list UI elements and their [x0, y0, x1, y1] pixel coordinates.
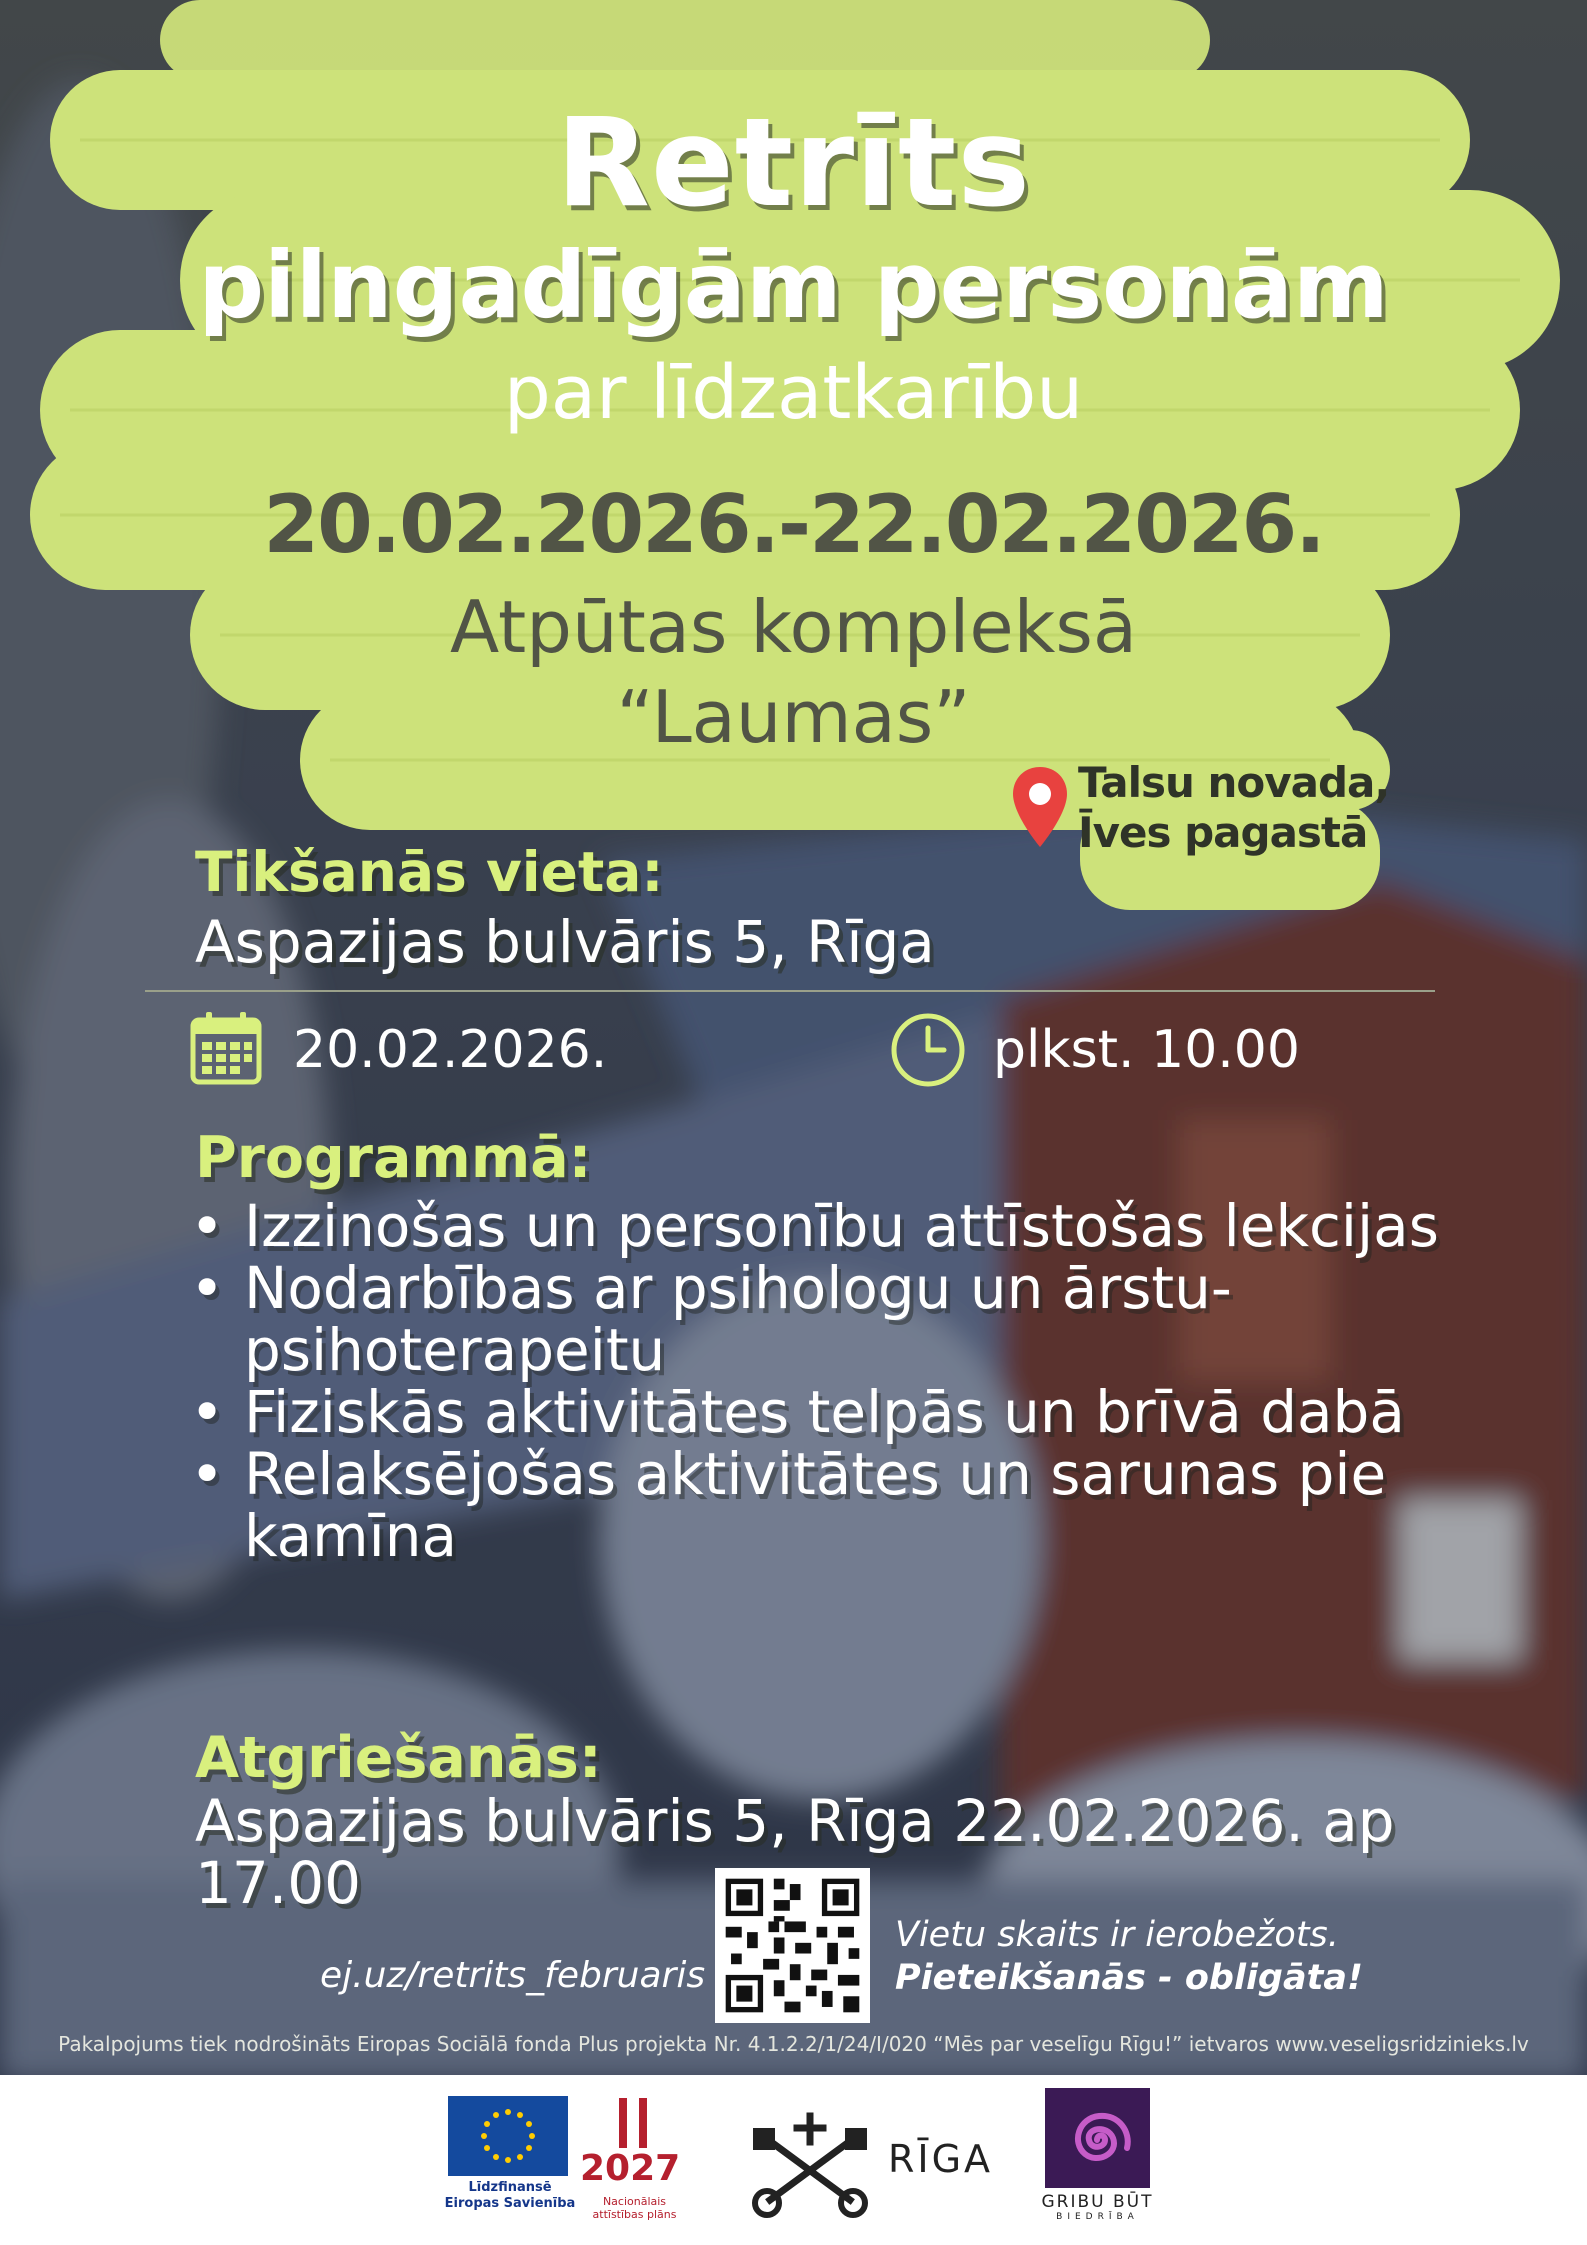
eu-caption	[440, 2180, 580, 2212]
program-heading: Programmā:	[195, 1125, 592, 1191]
location-pin-icon	[1010, 765, 1070, 850]
riga-logo-text: RĪGA	[888, 2137, 994, 2181]
limited-seats-note: Vietu skaits ir ierobežots.	[895, 1915, 1339, 1955]
eu-caption-line-1: Līdzfinansē	[468, 2180, 552, 2195]
npl-caption	[582, 2195, 687, 2221]
return-details: Aspazijas bulvāris 5, Rīga 22.02.2026. ap 17.00	[195, 1787, 1395, 1917]
meeting-time: plkst. 10.00	[993, 1020, 1300, 1080]
registration-link[interactable]: ej.uz/retrits_februaris	[320, 1955, 706, 1996]
riga-crossed-keys-icon	[745, 2108, 875, 2218]
clock-icon	[890, 1012, 966, 1088]
program-list	[190, 1192, 1440, 1570]
meeting-date: 20.02.2026.	[293, 1020, 608, 1080]
gribu-but-spiral-logo	[1045, 2088, 1150, 2188]
venue-line-1: Atpūtas kompleksā	[450, 585, 1137, 669]
gribu-but-caption: GRIBU BŪT	[1041, 2192, 1154, 2212]
eu-caption-line-2: Eiropas Savienība	[444, 2196, 576, 2211]
npl-year: 2027	[580, 2148, 681, 2189]
location-line-1: Talsu novada,	[1078, 758, 1390, 807]
program-item: • Fiziskās aktivitātes telpās un brīvā dabā	[190, 1381, 1440, 1443]
event-dates: 20.02.2026.-22.02.2026.	[263, 478, 1324, 571]
npl-caption-line-1: Nacionālais	[602, 2195, 667, 2208]
title-topic: par līdzatkarību	[503, 350, 1084, 436]
return-heading: Atgriešanās:	[195, 1725, 602, 1791]
meeting-address: Aspazijas bulvāris 5, Rīga	[195, 908, 935, 976]
registration-required-note: Pieteikšanās - obligāta!	[895, 1958, 1363, 1998]
npl-bars-icon	[615, 2098, 651, 2148]
qr-code[interactable]	[715, 1868, 870, 2023]
gribu-but-subcaption: BIEDRĪBA	[1056, 2212, 1139, 2222]
calendar-icon	[190, 1010, 262, 1086]
funding-text: Pakalpojums tiek nodrošināts Eiropas Sociālā fonda Plus projekta Nr. 4.1.2.2/1/24/I/020 “Mēs par veselīgu Rīgu!” ietvaros www.veseligsridzinieks.lv	[58, 2032, 1529, 2056]
divider	[145, 990, 1435, 992]
npl-caption-line-2: attīstības plāns	[592, 2208, 677, 2221]
program-item: • Nodarbības ar psihologu un ārstu-psihoterapeitu	[190, 1257, 1440, 1381]
program-item: • Relaksējošas aktivitātes un sarunas pie kamīna	[190, 1443, 1440, 1567]
eu-flag-logo	[448, 2096, 568, 2176]
venue-line-2: “Laumas”	[616, 675, 971, 759]
program-item: • Izzinošas un personību attīstošas lekcijas	[190, 1195, 1440, 1257]
meeting-heading: Tikšanās vieta:	[195, 840, 664, 904]
title-subtitle: pilngadīgām personām	[198, 232, 1389, 339]
location-line-2: Īves pagastā	[1078, 808, 1368, 857]
location-text	[1078, 758, 1389, 858]
title-retrits: Retrīts	[556, 92, 1031, 234]
